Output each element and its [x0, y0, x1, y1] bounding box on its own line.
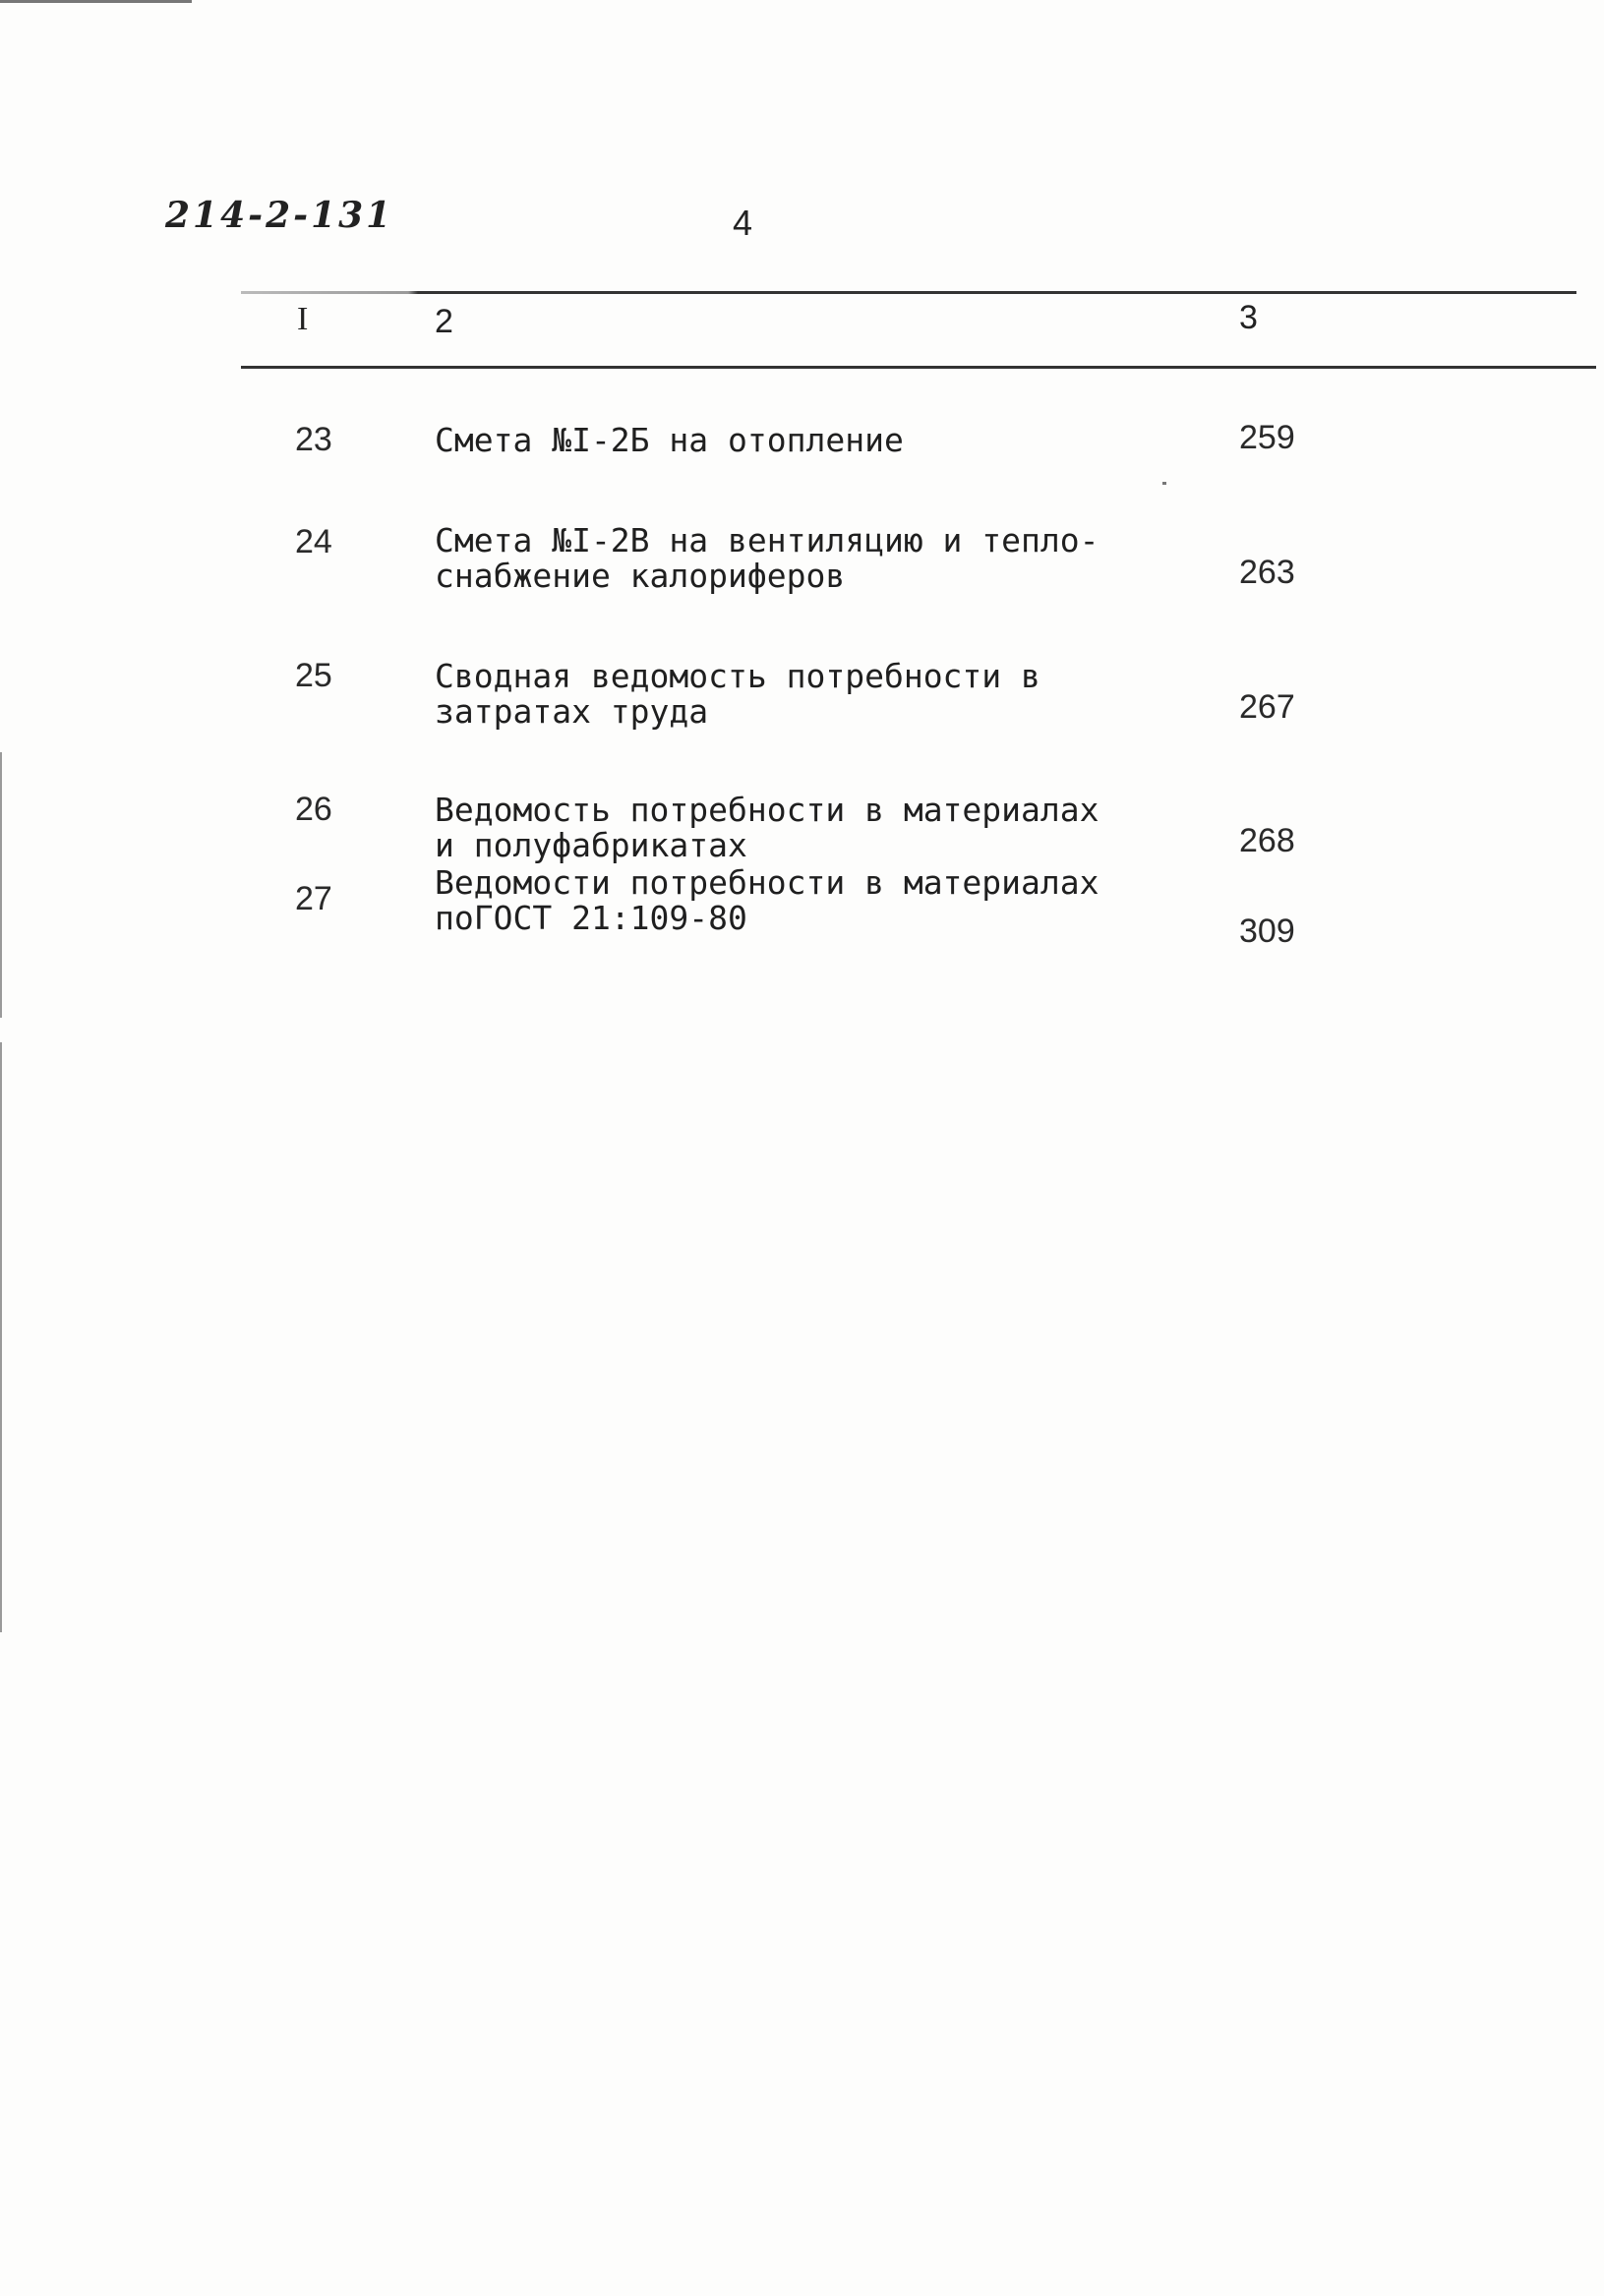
- entry-number: 24: [295, 523, 332, 560]
- page-number: 4: [733, 203, 753, 243]
- scan-artifact-line: [0, 0, 192, 3]
- entry-number: 23: [295, 421, 332, 458]
- entry-number: 26: [295, 791, 332, 828]
- scan-edge-mark: [0, 1042, 2, 1632]
- entry-page: 263: [1239, 554, 1295, 591]
- scan-speck: [1162, 482, 1166, 485]
- document-code: 214-2-131: [165, 195, 394, 236]
- entry-number: 25: [295, 657, 332, 694]
- scan-edge-mark: [0, 752, 2, 1018]
- entry-page: 259: [1239, 419, 1295, 456]
- entry-title: Смета №I-2Б на отопление: [435, 421, 904, 459]
- entry-number: 27: [295, 880, 332, 917]
- table-header-rule: [241, 366, 1596, 369]
- entry-title: Ведомость потребности в материалах и полуфабрикатах: [435, 791, 1099, 864]
- entry-title: Смета №I-2В на вентиляцию и тепло- снабжение калориферов: [435, 521, 1099, 595]
- entry-page: 267: [1239, 688, 1295, 726]
- entry-page: 309: [1239, 913, 1295, 950]
- column-header-number: I: [297, 301, 309, 337]
- column-header-page: 3: [1239, 299, 1258, 336]
- entry-title: Сводная ведомость потребности в затратах труда: [435, 657, 1040, 731]
- entry-title: Ведомости потребности в материалах поГОСТ 21:109-80: [435, 863, 1099, 937]
- column-header-title: 2: [435, 303, 453, 340]
- entry-page: 268: [1239, 822, 1295, 859]
- table-top-rule: [241, 291, 1576, 294]
